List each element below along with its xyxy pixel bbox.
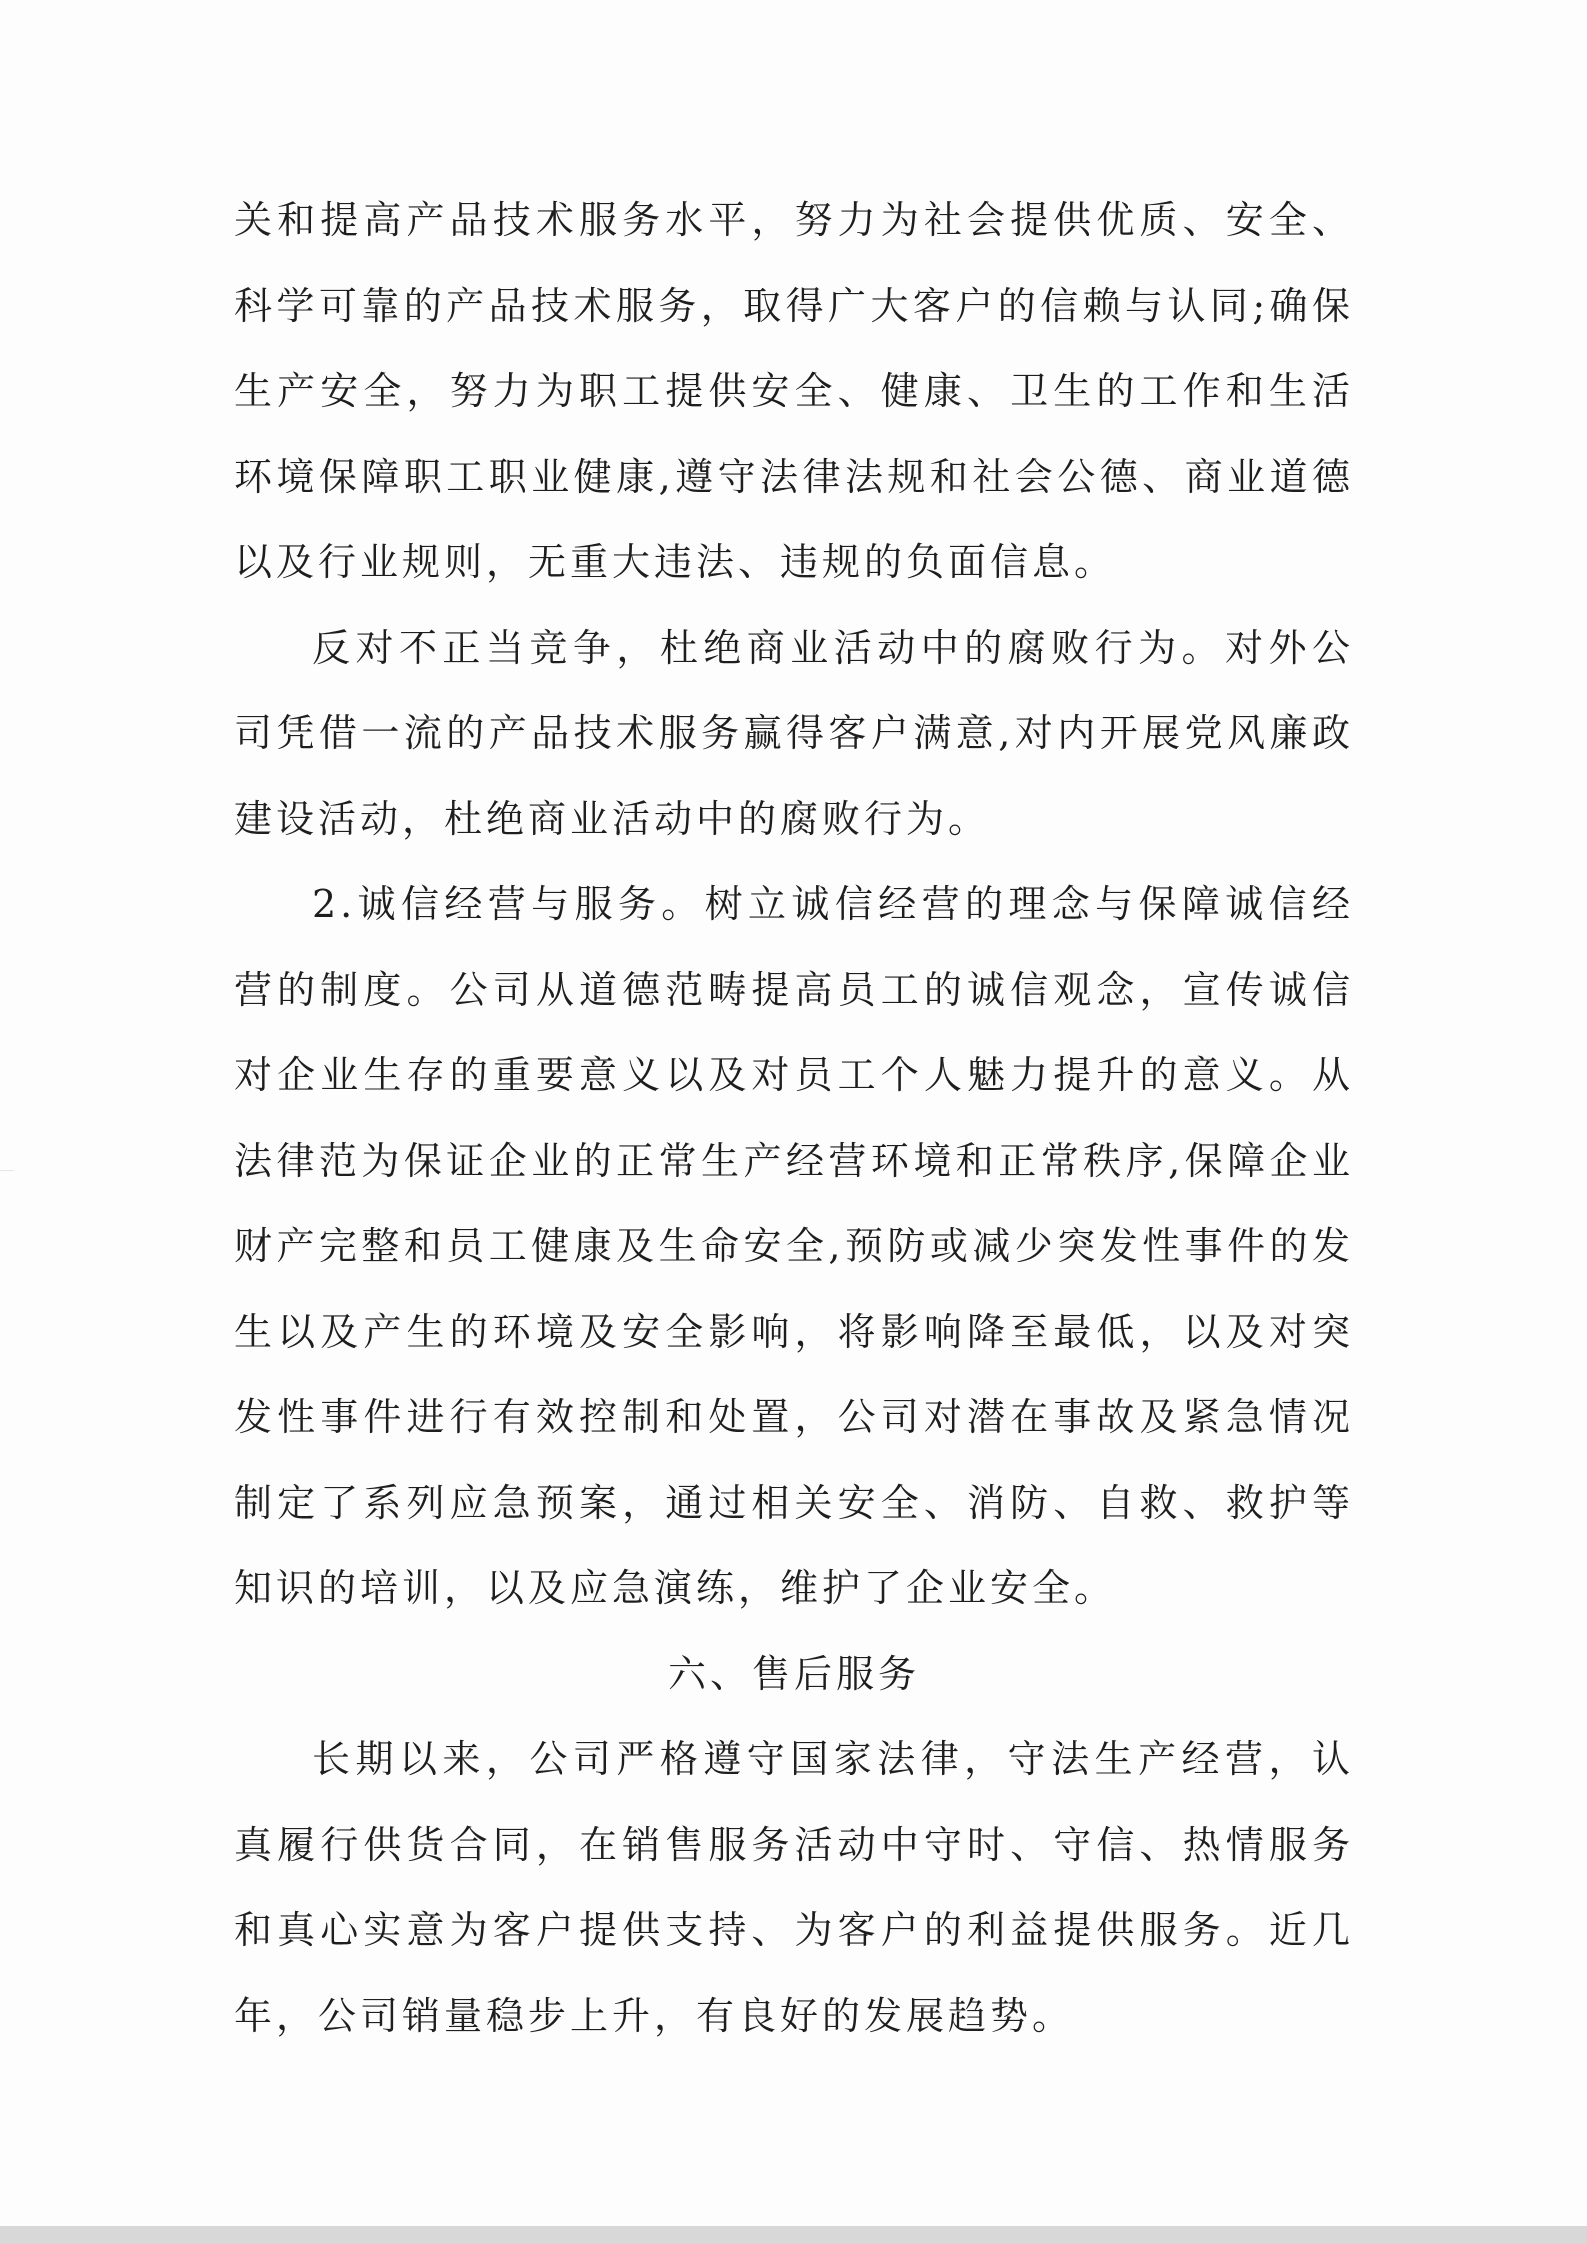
scan-bottom-edge: [0, 2226, 1587, 2244]
paragraph-after-sales: 长期以来，公司严格遵守国家法律，守法生产经营，认真履行供货合同，在销售服务活动中守时、守信、热情服务和真心实意为客户提供支持、为客户的利益提供服务。近几年，公司销量稳步上升，有良好的发展趋势。: [234, 1737, 1354, 2038]
section-heading: 六、售后服务: [667, 1651, 920, 1696]
paragraph-integrity: 2.诚信经营与服务。树立诚信经营的理念与保障诚信经营的制度。公司从道德范畴提高员工的诚信观念，宣传诚信对企业生存的重要意义以及对员工个人魅力提升的意义。从法律范为保证企业的正常生产经营环境和正常秩序,保障企业财产完整和员工健康及生命安全,预防或减少突发性事件的发生以及产生的环境及安全影响，将影响降至最低，以及对突发性事件进行有效控制和处置，公司对潜在事故及紧急情况制定了系列应急预案，通过相关安全、消防、自救、救护等知识的培训，以及应急演练，维护了企业安全。: [234, 882, 1354, 1610]
paragraph-responsibility: 关和提高产品技术服务水平，努力为社会提供优质、安全、科学可靠的产品技术服务，取得广大客户的信赖与认同;确保生产安全，努力为职工提供安全、健康、卫生的工作和生活环境保障职工职业健康,遵守法律法规和社会公德、商业道德以及行业规则，无重大违法、违规的负面信息。: [234, 198, 1354, 584]
paragraph-anti-corruption: 反对不正当竞争，杜绝商业活动中的腐败行为。对外公司凭借一流的产品技术服务赢得客户满意,对内开展党风廉政建设活动，杜绝商业活动中的腐败行为。: [234, 625, 1354, 841]
document-body: [234, 178, 1354, 2059]
scan-fold-mark: [0, 1170, 14, 1171]
